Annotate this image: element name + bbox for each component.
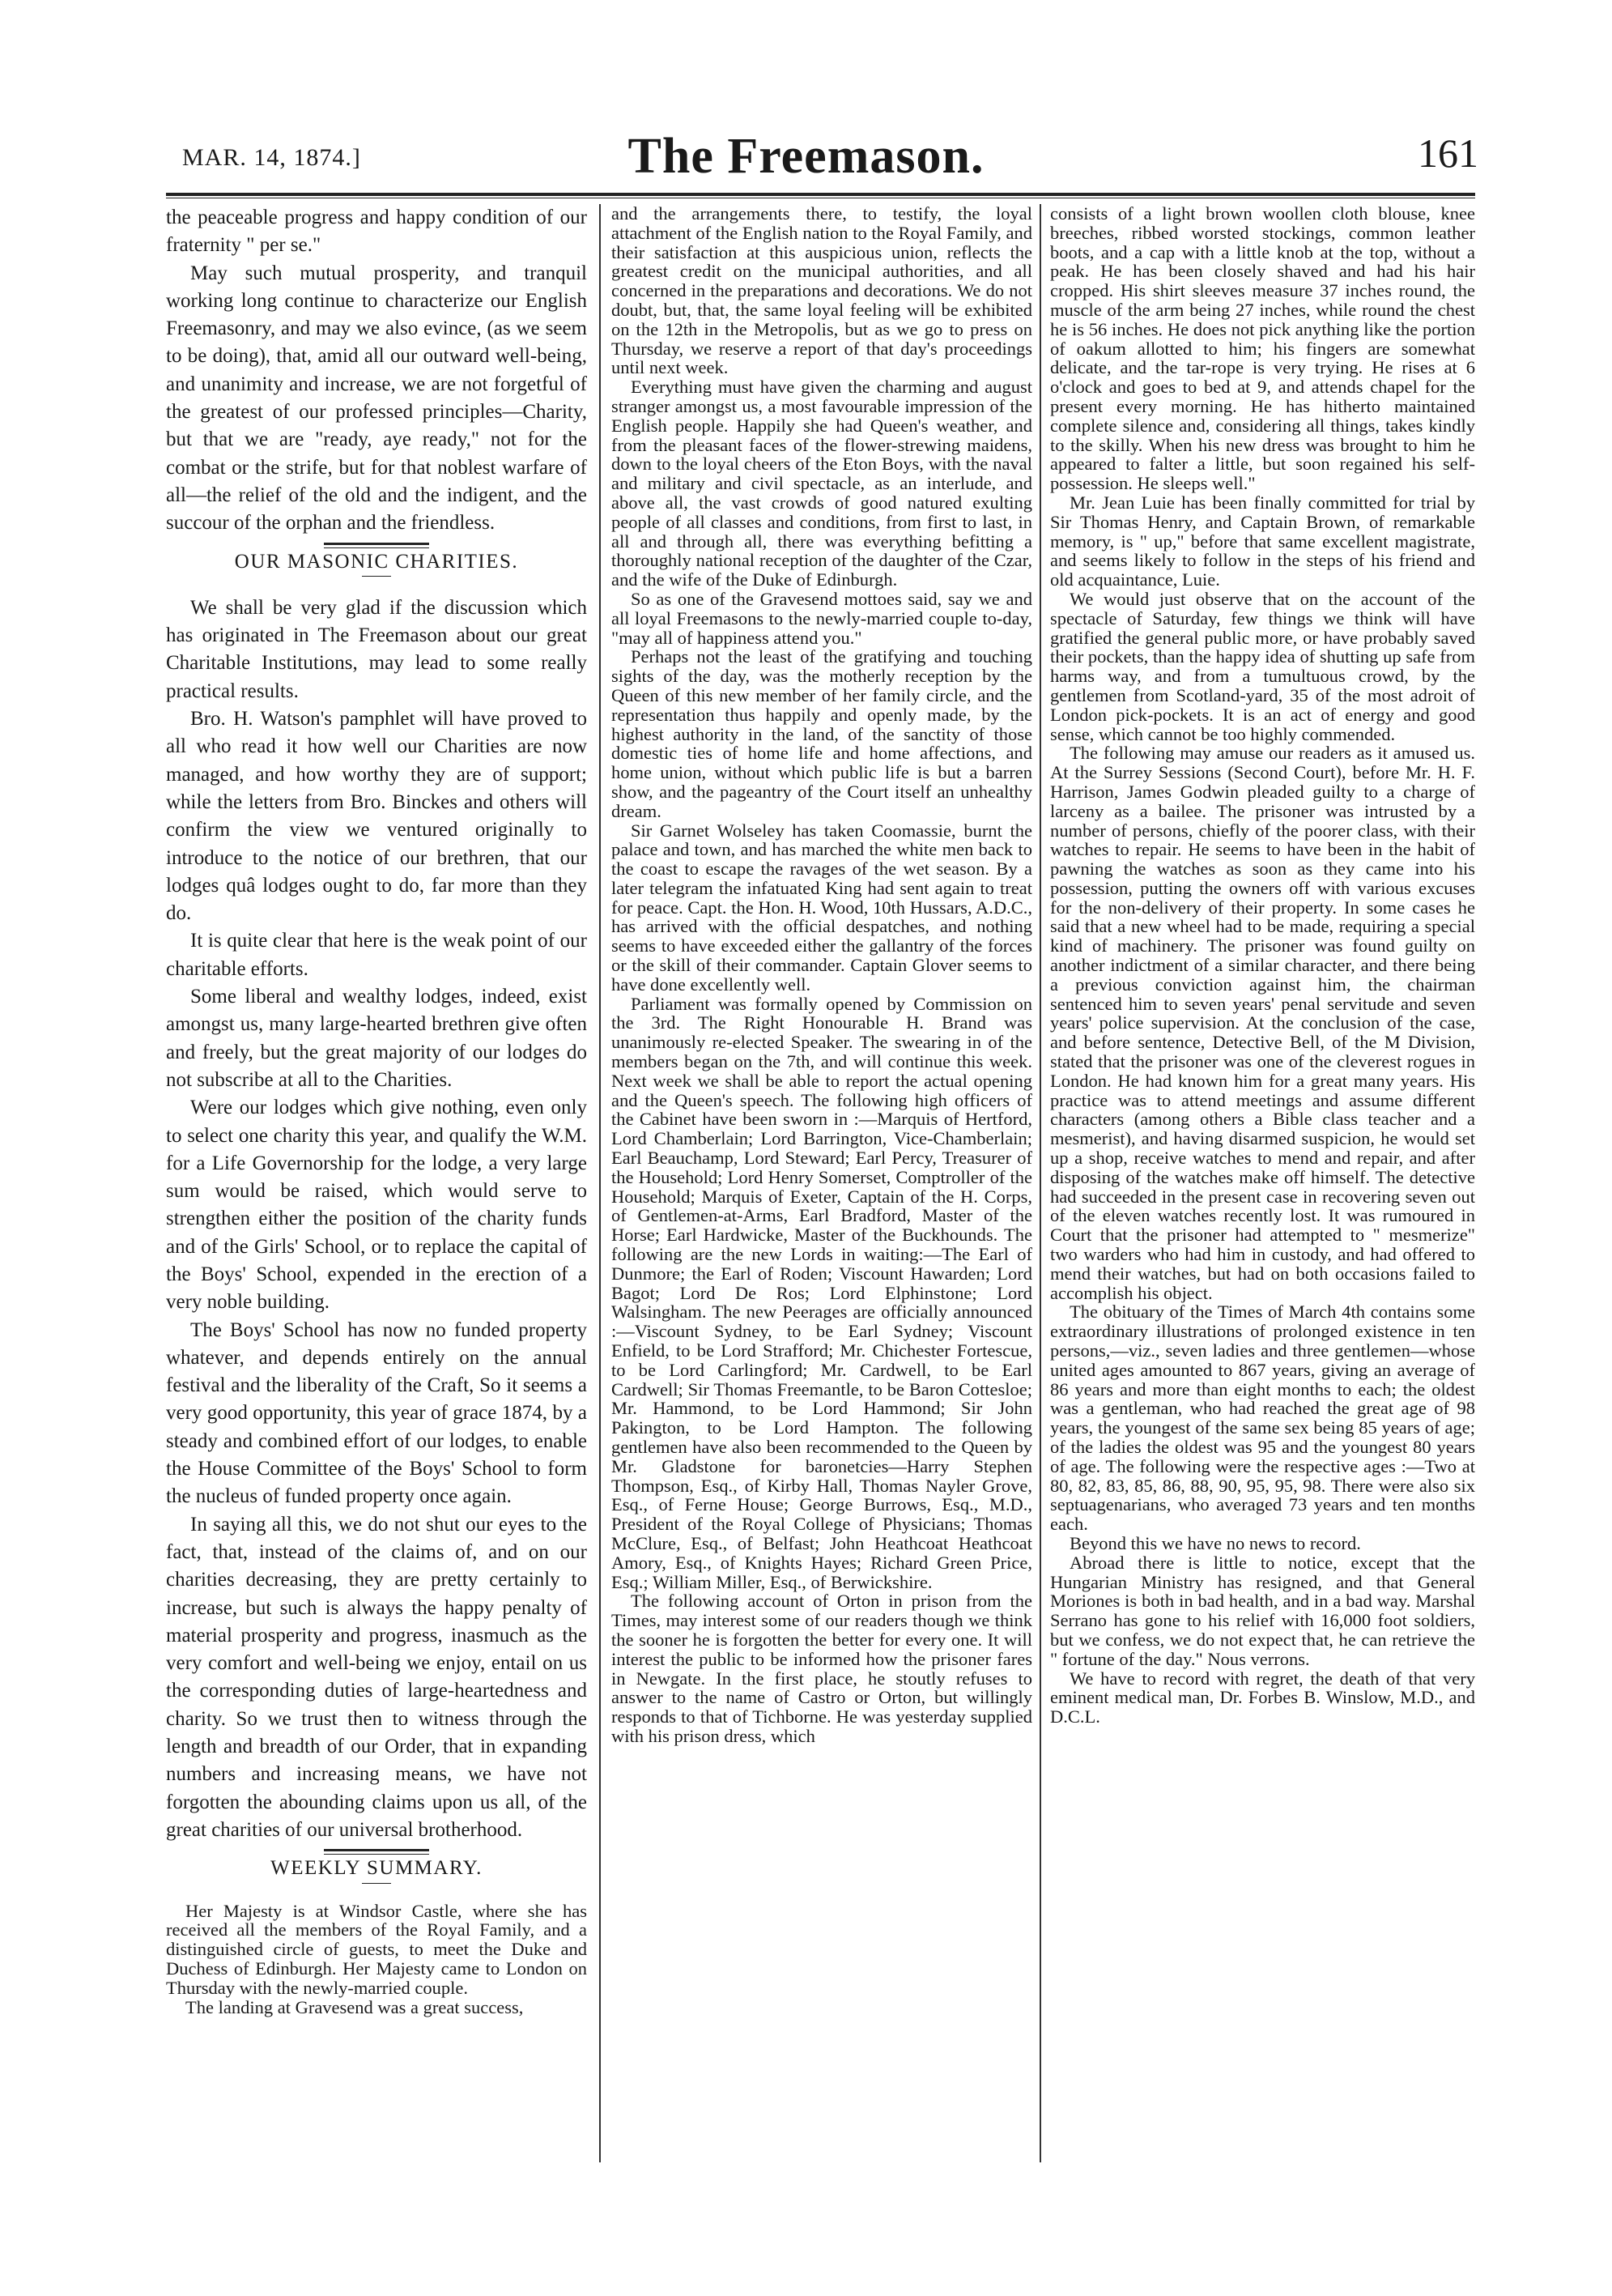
paragraph: It is quite clear that here is the weak point of our charitable efforts. [166,930,587,980]
paragraph: Abroad there is little to notice, except that the Hungarian Ministry has resigned, and that General Moriones is both in bad health, and in a bad way. Marshal Serrano has gone to his relief with 16,000 foot soldiers, but we confess, we do not expect that, he can retrieve the " fortune of the day." Nous verrons. [1050,1552,1475,1669]
column-divider [599,204,601,2162]
column-divider [1040,204,1041,2162]
paragraph: The Boys' School has now no funded property whatever, and depends entirely on the annual festival and the liberality of the Craft, So it seems a very good opportunity, this year of grace 1874, by a steady and combined effort of our lodges, to enable the House Committee of the Boys' School to form the nucleus of funded property once again. [166,1318,587,1508]
weekly-summary-body [166,1902,587,2017]
page-number: 161 [1418,130,1478,176]
paragraph: Were our lodges which give nothing, even only to select one charity this year, and qualify the W.M. for a Life Governorship for the lodge, a very large sum would be raised, which would serve to strengthen either the position of the charity funds and of the Girls' School, or to replace the capital of the Boys' School, expended in the erection of a very noble building. [166,1097,587,1314]
section-heading-weekly-summary: WEEKLY SUMMARY. [270,1857,483,1880]
column-2 [611,204,1032,2164]
paragraph: Her Majesty is at Windsor Castle, where she has received all the members of the Royal Family, and a distinguished circle of guests, to meet the Duke and Duchess of Edinburgh. Her Majesty came to London on Thursday with the newly-married couple. [166,1900,587,1998]
section-heading-charities: OUR MASONIC CHARITIES. [234,550,519,573]
heading-dash [362,576,391,577]
paragraph: We have to record with regret, the death of that very eminent medical man, Dr. Forbes B. Winslow, M.D., and D.C.L. [1050,1668,1475,1727]
section-divider [324,1849,429,1855]
column-3 [1050,204,1475,2164]
paragraph: Parliament was formally opened by Commission on the 3rd. The Right Honourable H. Brand was unanimously re-elected Speaker. The swearing in of the members began on the 7th, and will continue this week. Next week we shall be able to report the actual opening and the Queen's speech. The following high officers of the Cabinet have been sworn in :—Marquis of Hertford, Lord Chamberlain; Lord Barrington, Vice-Chamberlain; Earl Beauchamp, Lord Steward; Earl Percy, Treasurer of the Household; Lord Henry Somerset, Comptroller of the Household; Marquis of Exeter, Captain of the H. Corps, of Gentlemen-at-Arms, Earl Bradford, Master of the Horse; Earl Hardwicke, Master of the Buckhounds. The following are the new Lords in waiting:—The Earl of Dunmore; the Earl of Roden; Viscount Hawarden; Lord Bagot; Lord De Ros; Lord Elphinstone; Lord Walsingham. The new Peerages are officially announced :—Viscount Sydney, to be Earl Sydney; Viscount Enfield, to be Lord Strafford; Mr. Chichester Fortescue, to be Lord Carlingford; Mr. Cardwell, to be Earl Cardwell; Sir Thomas Freemantle, to be Baron Cottesloe; Mr. Hammond, to be Lord Hammond; Sir John Pakington, to be Lord Hampton. The following gentlemen have also been recommended to the Queen by Mr. Gladstone for baronetcies—Harry Stephen Thompson, Esq., of Kirby Hall, Thomas Nayler Grove, Esq., of Ferne House; George Burrows, Esq., M.D., President of the Royal College of Physicians; Thomas McClure, Esq., of Belfast; John Heathcoat Heathcoat Amory, Esq., of Knights Hayes; Richard Green Price, Esq.; William Miller, Esq., of Berwickshire. [611,993,1032,1592]
header-rule-thick [166,193,1475,196]
paragraph: In saying all this, we do not shut our eyes to the fact, that, instead of the claims of, and on our charities decreasing, they are pretty certainly to increase, but such is always the happy penalty of material prosperity and progress, inasmuch as the very comfort and well-being we enjoy, entail on us the corresponding duties of large-heartedness and charity. So we trust then to witness through the length and breadth of our Order, that in expanding numbers and increasing means, we have not forgotten the abounding claims upon us all, of the great charities of our universal brotherhood. [166,1513,587,1841]
paragraph: Mr. Jean Luie has been finally committed for trial by Sir Thomas Henry, and Captain Brown, of remarkable memory, is " up," before that same excellent magistrate, and seems likely to follow in the steps of his friend and old acquaintance, Luie. [1050,492,1475,590]
paragraph: and the arrangements there, to testify, the loyal attachment of the English nation to the Royal Family, and their satisfaction at this auspicious union, reflects the greatest credit on the municipal authorities, and all concerned in the preparations and decorations. We do not doubt, but, that, the same loyal feeling will be exhibited on the 12th in the Metropolis, but as we go to press on Thursday, we reserve a report of that day's proceedings until next week. [611,204,1032,378]
paragraph: Perhaps not the least of the gratifying and touching sights of the day, was the motherly reception by the Queen of this new member of her family circle, and the representation thus happily and openly made, by the highest authority in the land, of the sanctity of those domestic ties of home life and home affections, and home union, without which public life is but a barren show, and the pageantry of the Court itself an unhealthy dream. [611,646,1032,821]
paragraph: The obituary of the Times of March 4th contains some extraordinary illustrations of prolonged existence in ten persons,—viz., seven ladies and three gentlemen—whose united ages amounted to 867 years, giving an average of 86 years and more than eight months to each; the oldest was a gentleman, who had reached the great age of 98 years, the youngest of the same sex being 85 years of age; of the ladies the oldest was 95 and the youngest 80 years of age. The following were the respective ages :—Two at 80, 82, 83, 85, 86, 88, 90, 95, 95, 98. There were also six septuagenarians, who averaged 73 years and ten months each. [1050,1301,1475,1535]
paragraph: We would just observe that on the account of the spectacle of Saturday, few things we think will have gratified the general public more, or have probably saved their pockets, than the happy idea of shutting up safe from harms way, and from a tumultuous crowd, by the gentlemen from Scotland-yard, 35 of the most adroit of London pick-pockets. It is an act of energy and good sense, which cannot be too highly commended. [1050,588,1475,744]
paragraph: Beyond this we have no news to record. [1070,1532,1361,1553]
paragraph: Sir Garnet Wolseley has taken Coomassie, burnt the palace and town, and has marched the white men back to the coast to escape the ravages of the wet season. By a later telegram the infatuated King had sent again to treat for peace. Capt. the Hon. H. Wood, 10th Hussars, A.D.C., has arrived with the official despatches, and nothing seems to have exceeded either the gallantry of the forces or the skill of their commander. Captain Glover seems to have done excellently well. [611,820,1032,995]
paragraph: The following account of Orton in prison from the Times, may interest some of our readers though we think the sooner he is forgotten the better for every one. It will interest the public to be informed how the prisoner fares in Newgate. In the first place, he stoutly refuses to answer to the name of Castro or Orton, but willingly responds to that of Tichborne. He was yesterday supplied with his prison dress, which [611,1591,1032,1746]
column-1 [166,204,587,2164]
paragraph: Everything must have given the charming and august stranger amongst us, a most favourable impression of the English people. Happily she had Queen's weather, and from the pleasant faces of the flower-strewing maidens, down to the loyal cheers of the Eton Boys, with the naval and military and civil spectacle, as an interlude, and above all, the vast crowds of good natured exulting people of all classes and conditions, from first to last, in all and through all, there was everything befitting a thoroughly national reception of the daughter of the Czar, and the wife of the Duke of Edinburgh. [611,377,1032,590]
paragraph: So as one of the Gravesend mottoes said, say we and all loyal Freemasons to the newly-married couple to-day, "may all of happiness attend you." [611,588,1032,648]
paragraph: May such mutual prosperity, and tranquil working long continue to characterize our English Freemasonry, and may we also evince, (as we seem to be doing), that, amid all our outward well-being, and unanimity and increase, we are not forgetful of the greatest of our professed principles—Charity, but that we are "ready, aye ready," not for the combat or the strife, but for that noblest warfare of all—the relief of the old and the indigent, and the succour of the orphan and the friendless. [166,262,587,535]
paragraph: the peaceable progress and happy condition of our fraternity " per se." [166,207,587,257]
paragraph: consists of a light brown woollen cloth blouse, knee breeches, ribbed worsted stockings, common leather boots, and a cap with a little knob at the top, without a peak. He has been closely shaved and had his hair cropped. His shirt sleeves measure 37 inches round, the muscle of the arm being 27 inches, while round the chest he is 56 inches. He does not pick anything like the portion of oakum allotted to him; his fingers are somewhat delicate, and the tar-rope is very trying. He rises at 6 o'clock and goes to bed at 9, and attends chapel for the present every morning. He has hitherto maintained complete silence and, considering all things, takes kindly to the skilly. When his new dress was brought to him he appeared to falter a little, but soon regained his self-possession. He sleeps well." [1050,204,1475,494]
paragraph: The following may amuse our readers as it amused us. At the Surrey Sessions (Second Court), before Mr. H. F. Harrison, James Godwin pleaded guilty to a charge of larceny as a bailee. The prisoner was intrusted by a number of persons, chiefly of the poorer class, with their watches to repair. He seems to have been in the habit of pawning the watches as soon as they came into his possession, putting the owners off with various excuses for the non-delivery of their property. In some cases he said that a new wheel had to be made, requiring a special kind of machinery. The prisoner was found guilty on another indictment of a similar character, and there being a previous conviction against him, the chairman sentenced him to seven years' penal servitude and seven years' police supervision. At the conclusion of the case, and before sentence, Detective Bell, of the M Division, stated that the prisoner was one of the cleverest rogues in London. He had known him for a great many years. His practice was to attend meetings and assume different characters (among others a Bible class teacher and a mesmerist), and having disarmed suspicion, he would set up a shop, receive watches to mend and repair, and after disposing of the watches make off himself. The detective had succeeded in the present case in recovering seven out of the eleven watches recently lost. It was rumoured in Court that the prisoner had attempted to " mesmerize" two warders who had him in custody, and had offered to mend their watches, but had on both occasions failed to accomplish his object. [1050,743,1475,1303]
paragraph: The landing at Gravesend was a great success, [185,1996,524,2017]
masthead-title: The Freemason. [627,129,985,184]
section-divider [324,543,429,548]
paragraph: We shall be very glad if the discussion which has originated in The Freemason about our great Charitable Institutions, may lead to some really practical results. [166,596,587,702]
heading-dash [362,1883,391,1884]
paragraph: Bro. H. Watson's pamphlet will have proved to all who read it how well our Charities are now managed, and how worthy they are of support; while the letters from Bro. Binckes and others will confirm the view we ventured originally to introduce to the notice of our brethren, that our lodges quâ lodges ought to do, far more than they do. [166,708,587,925]
issue-date: MAR. 14, 1874.] [182,144,361,171]
paragraph: Some liberal and wealthy lodges, indeed, exist amongst us, many large-hearted brethren give often and freely, but the great majority of our lodges do not subscribe at all to the Charities. [166,986,587,1091]
